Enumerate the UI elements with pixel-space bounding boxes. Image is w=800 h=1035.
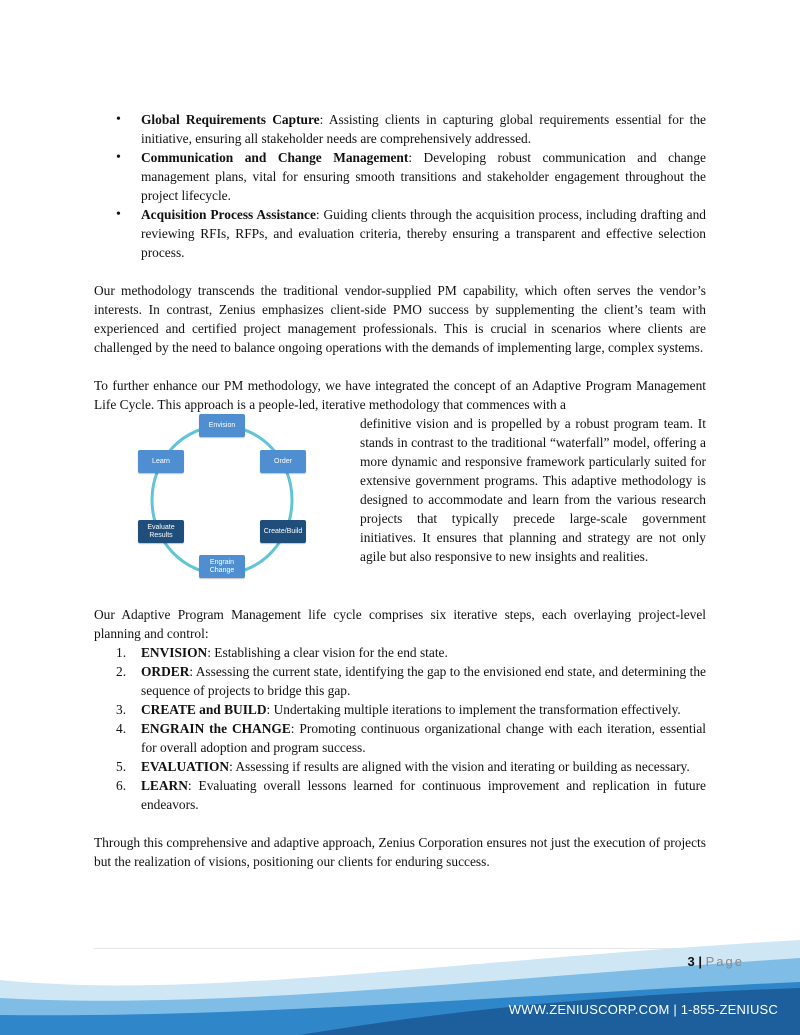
page-content	[94, 110, 706, 871]
step-item	[94, 776, 706, 814]
bullet-text: : Developing robust communication and change management plans, vital for ensuring smooth transitions and stakeholder engagement throughout the project lifecycle.	[141, 150, 706, 203]
website-link[interactable]: WWW.ZENIUSCORP.COM	[508, 1002, 670, 1017]
bullet-text: : Assisting clients in capturing global requirements essential for the initiative, ensuring all stakeholder needs are comprehensively addressed.	[141, 112, 706, 146]
cycle-node-order: Order	[260, 450, 306, 473]
step-text: : Promoting continuous organizational change with each iteration, essential for overall adoption and program success.	[141, 721, 706, 755]
step-item	[94, 643, 706, 662]
page-label: Page	[705, 954, 744, 969]
closing-paragraph: Through this comprehensive and adaptive approach, Zenius Corporation ensures not just the execution of projects but the realization of visions, positioning our clients for enduring success.	[94, 835, 706, 869]
cycle-node-envision: Envision	[199, 414, 245, 437]
step-title: ORDER	[141, 664, 190, 679]
bullet-item	[94, 205, 706, 262]
step-number: 4.	[116, 721, 127, 736]
phone-number[interactable]: 1-855-ZENIUSC	[680, 1002, 778, 1017]
step-text: : Assessing the current state, identifying the gap to the envisioned end state, and determining the sequence of projects to bridge this gap.	[141, 664, 706, 698]
bullet-title: Communication and Change Management	[141, 150, 409, 165]
adaptive-intro-paragraph: To further enhance our PM methodology, we have integrated the concept of an Adaptive Program Management Life Cycle. This approach is a people-led, iterative methodology that commences with a	[94, 378, 706, 412]
contact-separator: |	[673, 1002, 677, 1017]
page-number-value: 3	[687, 954, 695, 969]
step-item	[94, 757, 706, 776]
footer-contact	[509, 1002, 778, 1017]
lifecycle-steps-list	[94, 643, 706, 814]
bullet-title: Global Requirements Capture	[141, 112, 320, 127]
step-number: 5.	[116, 759, 127, 774]
lifecycle-section	[94, 414, 706, 586]
bullet-item	[94, 110, 706, 148]
step-number: 2.	[116, 664, 127, 679]
steps-intro-paragraph: Our Adaptive Program Management life cycle comprises six iterative steps, each overlaying project-level planning and control:	[94, 607, 706, 641]
step-title: CREATE and BUILD	[141, 702, 267, 717]
step-text: : Evaluating overall lessons learned for continuous improvement and replication in future endeavors.	[141, 778, 706, 812]
page-number-separator: |	[698, 954, 702, 969]
cycle-node-engrain-change: Engrain Change	[199, 555, 245, 578]
cycle-node-evaluate-results: Evaluate Results	[138, 520, 184, 543]
step-number: 3.	[116, 702, 127, 717]
step-number: 1.	[116, 645, 127, 660]
step-title: ENVISION	[141, 645, 208, 660]
step-title: LEARN	[141, 778, 188, 793]
methodology-paragraph: Our methodology transcends the traditional vendor-supplied PM capability, which often serves the vendor’s interests. In contrast, Zenius emphasizes client-side PMO success by supplementing the client’s team with experienced and certified project management professionals. This is crucial in scenarios where clients are challenged by the need to balance ongoing operations with the demands of implementing large, complex systems.	[94, 283, 706, 355]
bullet-text: : Guiding clients through the acquisition process, including drafting and reviewing RFIs, RFPs, and evaluation criteria, thereby ensuring a transparent and effective selection process.	[141, 207, 706, 260]
adaptive-detail-paragraph: definitive vision and is propelled by a robust program team. It stands in contrast to the traditional “waterfall” model, offering a more dynamic and responsive framework particularly suited for extensive government programs. This adaptive methodology is designed to accommodate and learn from the various research projects that typically precede large-scale government initiatives. It ensures that planning and strategy are not only agile but also responsive to new insights and realities.	[360, 416, 706, 564]
step-title: ENGRAIN the CHANGE	[141, 721, 291, 736]
step-text: : Establishing a clear vision for the end state.	[207, 645, 448, 660]
footer-wave-band	[0, 940, 800, 1035]
step-number: 6.	[116, 778, 127, 793]
step-text: : Undertaking multiple iterations to implement the transformation effectively.	[266, 702, 681, 717]
page-number	[688, 954, 745, 969]
bullet-title: Acquisition Process Assistance	[141, 207, 316, 222]
step-text: : Assessing if results are aligned with the vision and iterating or building as necessary.	[229, 759, 690, 774]
lifecycle-cycle-diagram	[94, 414, 352, 586]
step-item	[94, 719, 706, 757]
services-bullet-list	[94, 110, 706, 262]
step-item	[94, 662, 706, 700]
step-item	[94, 700, 706, 719]
bullet-item	[94, 148, 706, 205]
step-title: EVALUATION	[141, 759, 230, 774]
cycle-node-learn: Learn	[138, 450, 184, 473]
cycle-node-create-build: Create/Build	[260, 520, 306, 543]
